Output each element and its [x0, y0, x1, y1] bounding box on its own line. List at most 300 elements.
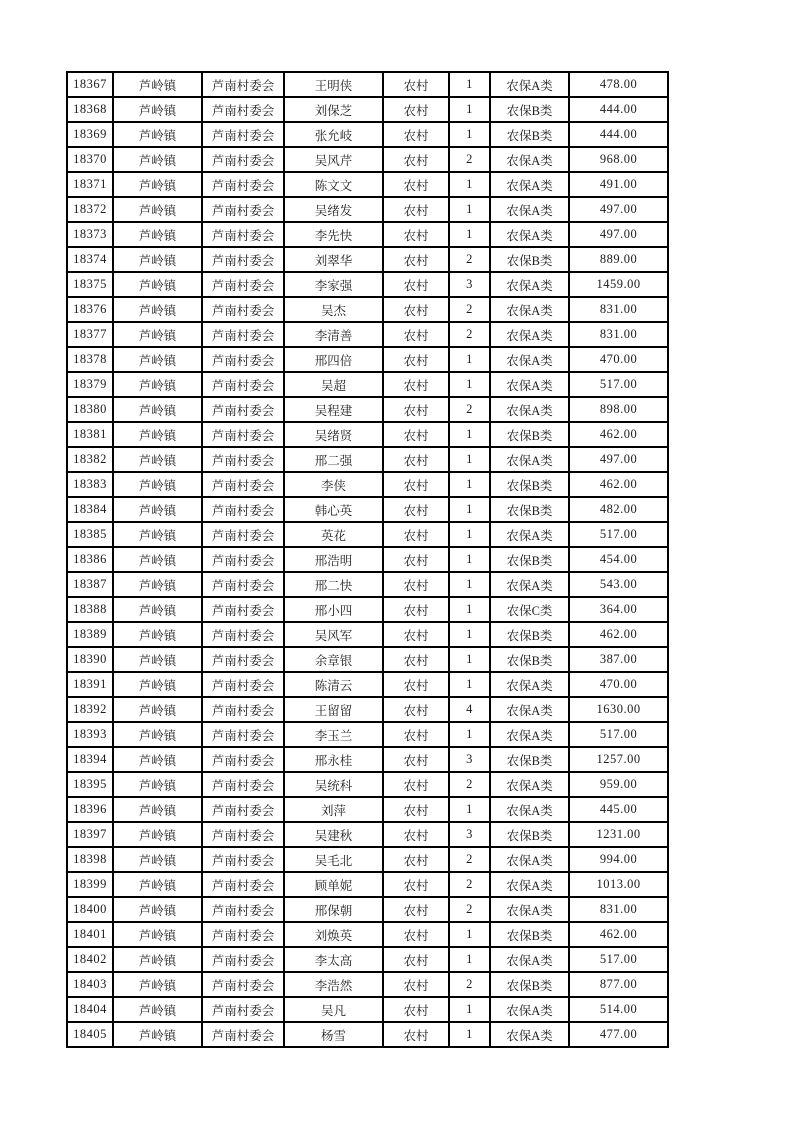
cell-person-count: 2	[449, 147, 490, 172]
table-body	[67, 72, 668, 1047]
cell-amount: 497.00	[569, 447, 668, 472]
cell-insurance-category: 农保A类	[490, 72, 569, 97]
table-row	[67, 397, 668, 422]
cell-serial-number: 18371	[67, 172, 113, 197]
table-row	[67, 372, 668, 397]
table-row	[67, 922, 668, 947]
cell-town: 芦岭镇	[113, 922, 202, 947]
cell-residence-type: 农村	[383, 122, 449, 147]
cell-insurance-category: 农保A类	[490, 222, 569, 247]
cell-town: 芦岭镇	[113, 422, 202, 447]
cell-person-name: 余章银	[284, 647, 383, 672]
cell-village-committee: 芦南村委会	[202, 522, 284, 547]
cell-serial-number: 18399	[67, 872, 113, 897]
cell-person-count: 2	[449, 972, 490, 997]
cell-serial-number: 18378	[67, 347, 113, 372]
cell-residence-type: 农村	[383, 822, 449, 847]
cell-person-count: 1	[449, 197, 490, 222]
table-row	[67, 622, 668, 647]
cell-amount: 462.00	[569, 472, 668, 497]
cell-residence-type: 农村	[383, 347, 449, 372]
cell-person-name: 吴绪贤	[284, 422, 383, 447]
cell-residence-type: 农村	[383, 172, 449, 197]
cell-town: 芦岭镇	[113, 497, 202, 522]
cell-person-count: 4	[449, 697, 490, 722]
cell-town: 芦岭镇	[113, 372, 202, 397]
cell-serial-number: 18401	[67, 922, 113, 947]
cell-village-committee: 芦南村委会	[202, 872, 284, 897]
cell-amount: 514.00	[569, 997, 668, 1022]
cell-residence-type: 农村	[383, 297, 449, 322]
cell-person-count: 1	[449, 122, 490, 147]
cell-person-count: 2	[449, 397, 490, 422]
cell-serial-number: 18398	[67, 847, 113, 872]
cell-person-name: 陈文文	[284, 172, 383, 197]
cell-person-name: 王明侠	[284, 72, 383, 97]
table-row	[67, 72, 668, 97]
table-row	[67, 722, 668, 747]
cell-village-committee: 芦南村委会	[202, 97, 284, 122]
cell-town: 芦岭镇	[113, 197, 202, 222]
cell-serial-number: 18395	[67, 772, 113, 797]
table-row	[67, 97, 668, 122]
cell-person-count: 1	[449, 522, 490, 547]
cell-insurance-category: 农保B类	[490, 472, 569, 497]
cell-serial-number: 18367	[67, 72, 113, 97]
cell-serial-number: 18383	[67, 472, 113, 497]
cell-town: 芦岭镇	[113, 972, 202, 997]
cell-serial-number: 18394	[67, 747, 113, 772]
table-row	[67, 322, 668, 347]
cell-village-committee: 芦南村委会	[202, 997, 284, 1022]
cell-amount: 959.00	[569, 772, 668, 797]
cell-town: 芦岭镇	[113, 997, 202, 1022]
cell-residence-type: 农村	[383, 797, 449, 822]
cell-amount: 1231.00	[569, 822, 668, 847]
cell-insurance-category: 农保A类	[490, 347, 569, 372]
cell-village-committee: 芦南村委会	[202, 372, 284, 397]
table-row	[67, 797, 668, 822]
cell-serial-number: 18400	[67, 897, 113, 922]
cell-residence-type: 农村	[383, 472, 449, 497]
cell-village-committee: 芦南村委会	[202, 572, 284, 597]
cell-person-count: 3	[449, 747, 490, 772]
cell-serial-number: 18388	[67, 597, 113, 622]
cell-amount: 445.00	[569, 797, 668, 822]
cell-person-count: 1	[449, 597, 490, 622]
table-row	[67, 697, 668, 722]
cell-residence-type: 农村	[383, 372, 449, 397]
cell-town: 芦岭镇	[113, 947, 202, 972]
cell-insurance-category: 农保B类	[490, 497, 569, 522]
cell-insurance-category: 农保A类	[490, 797, 569, 822]
table-row	[67, 822, 668, 847]
cell-town: 芦岭镇	[113, 822, 202, 847]
cell-village-committee: 芦南村委会	[202, 222, 284, 247]
cell-town: 芦岭镇	[113, 697, 202, 722]
cell-person-count: 1	[449, 172, 490, 197]
cell-person-name: 韩心英	[284, 497, 383, 522]
cell-insurance-category: 农保A类	[490, 172, 569, 197]
cell-amount: 1013.00	[569, 872, 668, 897]
cell-village-committee: 芦南村委会	[202, 622, 284, 647]
cell-town: 芦岭镇	[113, 72, 202, 97]
cell-person-name: 李玉兰	[284, 722, 383, 747]
cell-amount: 1257.00	[569, 747, 668, 772]
cell-person-count: 1	[449, 922, 490, 947]
cell-town: 芦岭镇	[113, 147, 202, 172]
cell-serial-number: 18403	[67, 972, 113, 997]
table-row	[67, 522, 668, 547]
cell-village-committee: 芦南村委会	[202, 922, 284, 947]
cell-insurance-category: 农保B类	[490, 247, 569, 272]
cell-person-count: 2	[449, 847, 490, 872]
cell-insurance-category: 农保B类	[490, 622, 569, 647]
cell-person-name: 顾单妮	[284, 872, 383, 897]
cell-amount: 444.00	[569, 122, 668, 147]
cell-insurance-category: 农保B类	[490, 547, 569, 572]
table-row	[67, 172, 668, 197]
cell-person-count: 2	[449, 247, 490, 272]
cell-serial-number: 18391	[67, 672, 113, 697]
cell-serial-number: 18374	[67, 247, 113, 272]
cell-serial-number: 18390	[67, 647, 113, 672]
cell-serial-number: 18377	[67, 322, 113, 347]
cell-person-count: 3	[449, 272, 490, 297]
table-row	[67, 997, 668, 1022]
cell-amount: 517.00	[569, 372, 668, 397]
cell-person-count: 1	[449, 347, 490, 372]
cell-town: 芦岭镇	[113, 772, 202, 797]
table-row	[67, 122, 668, 147]
cell-insurance-category: 农保A类	[490, 697, 569, 722]
cell-village-committee: 芦南村委会	[202, 847, 284, 872]
cell-residence-type: 农村	[383, 1022, 449, 1047]
table-row	[67, 422, 668, 447]
cell-person-name: 王留留	[284, 697, 383, 722]
cell-amount: 497.00	[569, 197, 668, 222]
table-row	[67, 547, 668, 572]
cell-village-committee: 芦南村委会	[202, 747, 284, 772]
cell-person-name: 邢永桂	[284, 747, 383, 772]
cell-village-committee: 芦南村委会	[202, 397, 284, 422]
cell-amount: 470.00	[569, 672, 668, 697]
cell-insurance-category: 农保A类	[490, 322, 569, 347]
cell-serial-number: 18404	[67, 997, 113, 1022]
cell-insurance-category: 农保B类	[490, 922, 569, 947]
cell-person-name: 邢小四	[284, 597, 383, 622]
cell-serial-number: 18397	[67, 822, 113, 847]
cell-person-count: 2	[449, 897, 490, 922]
cell-person-name: 吴建秋	[284, 822, 383, 847]
cell-village-committee: 芦南村委会	[202, 822, 284, 847]
cell-village-committee: 芦南村委会	[202, 722, 284, 747]
cell-residence-type: 农村	[383, 672, 449, 697]
cell-village-committee: 芦南村委会	[202, 272, 284, 297]
cell-serial-number: 18370	[67, 147, 113, 172]
cell-residence-type: 农村	[383, 447, 449, 472]
table-row	[67, 647, 668, 672]
cell-person-name: 杨雪	[284, 1022, 383, 1047]
table-row	[67, 597, 668, 622]
cell-village-committee: 芦南村委会	[202, 972, 284, 997]
cell-town: 芦岭镇	[113, 597, 202, 622]
cell-serial-number: 18389	[67, 622, 113, 647]
cell-serial-number: 18392	[67, 697, 113, 722]
cell-insurance-category: 农保A类	[490, 272, 569, 297]
cell-person-name: 吴程建	[284, 397, 383, 422]
cell-person-name: 吴风军	[284, 622, 383, 647]
cell-person-count: 1	[449, 797, 490, 822]
cell-amount: 994.00	[569, 847, 668, 872]
cell-person-count: 1	[449, 997, 490, 1022]
cell-residence-type: 农村	[383, 872, 449, 897]
cell-insurance-category: 农保A类	[490, 522, 569, 547]
cell-amount: 364.00	[569, 597, 668, 622]
cell-village-committee: 芦南村委会	[202, 447, 284, 472]
cell-residence-type: 农村	[383, 972, 449, 997]
cell-village-committee: 芦南村委会	[202, 647, 284, 672]
cell-insurance-category: 农保B类	[490, 822, 569, 847]
cell-residence-type: 农村	[383, 772, 449, 797]
cell-person-name: 邢保朝	[284, 897, 383, 922]
cell-person-count: 1	[449, 447, 490, 472]
cell-serial-number: 18405	[67, 1022, 113, 1047]
cell-person-count: 1	[449, 497, 490, 522]
cell-amount: 387.00	[569, 647, 668, 672]
cell-person-count: 1	[449, 547, 490, 572]
cell-village-committee: 芦南村委会	[202, 122, 284, 147]
cell-town: 芦岭镇	[113, 322, 202, 347]
table-row	[67, 847, 668, 872]
cell-person-name: 李侠	[284, 472, 383, 497]
cell-residence-type: 农村	[383, 322, 449, 347]
cell-person-count: 2	[449, 297, 490, 322]
cell-person-name: 邢浩明	[284, 547, 383, 572]
cell-amount: 444.00	[569, 97, 668, 122]
cell-residence-type: 农村	[383, 497, 449, 522]
cell-amount: 454.00	[569, 547, 668, 572]
cell-insurance-category: 农保A类	[490, 372, 569, 397]
cell-person-count: 3	[449, 822, 490, 847]
cell-serial-number: 18369	[67, 122, 113, 147]
cell-residence-type: 农村	[383, 247, 449, 272]
table-row	[67, 497, 668, 522]
cell-amount: 462.00	[569, 622, 668, 647]
cell-residence-type: 农村	[383, 597, 449, 622]
cell-amount: 478.00	[569, 72, 668, 97]
cell-person-name: 吴绪发	[284, 197, 383, 222]
cell-amount: 831.00	[569, 322, 668, 347]
cell-town: 芦岭镇	[113, 797, 202, 822]
cell-person-count: 1	[449, 472, 490, 497]
cell-town: 芦岭镇	[113, 272, 202, 297]
cell-residence-type: 农村	[383, 272, 449, 297]
cell-person-name: 李家强	[284, 272, 383, 297]
cell-person-name: 刘翠华	[284, 247, 383, 272]
table-row	[67, 347, 668, 372]
cell-amount: 462.00	[569, 422, 668, 447]
cell-town: 芦岭镇	[113, 472, 202, 497]
cell-serial-number: 18384	[67, 497, 113, 522]
cell-person-name: 邢四倍	[284, 347, 383, 372]
cell-residence-type: 农村	[383, 997, 449, 1022]
cell-person-count: 1	[449, 722, 490, 747]
cell-village-committee: 芦南村委会	[202, 147, 284, 172]
table-row	[67, 772, 668, 797]
cell-residence-type: 农村	[383, 947, 449, 972]
cell-amount: 968.00	[569, 147, 668, 172]
cell-amount: 517.00	[569, 522, 668, 547]
cell-village-committee: 芦南村委会	[202, 172, 284, 197]
cell-town: 芦岭镇	[113, 547, 202, 572]
cell-amount: 831.00	[569, 897, 668, 922]
cell-residence-type: 农村	[383, 622, 449, 647]
cell-town: 芦岭镇	[113, 522, 202, 547]
cell-serial-number: 18380	[67, 397, 113, 422]
cell-serial-number: 18379	[67, 372, 113, 397]
cell-insurance-category: 农保B类	[490, 422, 569, 447]
table-row	[67, 447, 668, 472]
cell-person-count: 1	[449, 947, 490, 972]
cell-insurance-category: 农保B类	[490, 747, 569, 772]
cell-person-name: 刘萍	[284, 797, 383, 822]
cell-village-committee: 芦南村委会	[202, 672, 284, 697]
cell-serial-number: 18373	[67, 222, 113, 247]
cell-town: 芦岭镇	[113, 647, 202, 672]
cell-amount: 462.00	[569, 922, 668, 947]
cell-residence-type: 农村	[383, 897, 449, 922]
cell-person-count: 1	[449, 622, 490, 647]
table-row	[67, 972, 668, 997]
cell-insurance-category: 农保C类	[490, 597, 569, 622]
cell-village-committee: 芦南村委会	[202, 497, 284, 522]
cell-residence-type: 农村	[383, 922, 449, 947]
cell-insurance-category: 农保A类	[490, 197, 569, 222]
cell-village-committee: 芦南村委会	[202, 797, 284, 822]
table-row	[67, 247, 668, 272]
cell-person-count: 1	[449, 647, 490, 672]
cell-amount: 877.00	[569, 972, 668, 997]
cell-residence-type: 农村	[383, 397, 449, 422]
cell-village-committee: 芦南村委会	[202, 547, 284, 572]
cell-insurance-category: 农保A类	[490, 772, 569, 797]
cell-person-name: 李浩然	[284, 972, 383, 997]
cell-serial-number: 18393	[67, 722, 113, 747]
cell-village-committee: 芦南村委会	[202, 72, 284, 97]
beneficiary-table	[66, 71, 669, 1048]
cell-residence-type: 农村	[383, 422, 449, 447]
cell-person-count: 2	[449, 872, 490, 897]
cell-person-count: 1	[449, 672, 490, 697]
cell-insurance-category: 农保A类	[490, 572, 569, 597]
cell-person-count: 1	[449, 1022, 490, 1047]
table-row	[67, 222, 668, 247]
cell-amount: 517.00	[569, 947, 668, 972]
cell-village-committee: 芦南村委会	[202, 422, 284, 447]
cell-town: 芦岭镇	[113, 747, 202, 772]
cell-residence-type: 农村	[383, 647, 449, 672]
cell-person-name: 吴凡	[284, 997, 383, 1022]
cell-residence-type: 农村	[383, 197, 449, 222]
cell-residence-type: 农村	[383, 697, 449, 722]
table-row	[67, 472, 668, 497]
cell-person-count: 1	[449, 72, 490, 97]
table-row	[67, 947, 668, 972]
cell-serial-number: 18372	[67, 197, 113, 222]
cell-village-committee: 芦南村委会	[202, 597, 284, 622]
cell-insurance-category: 农保B类	[490, 122, 569, 147]
cell-person-name: 吴毛北	[284, 847, 383, 872]
table-row	[67, 897, 668, 922]
cell-insurance-category: 农保A类	[490, 872, 569, 897]
table-row	[67, 672, 668, 697]
cell-town: 芦岭镇	[113, 172, 202, 197]
cell-serial-number: 18368	[67, 97, 113, 122]
cell-person-name: 吴统科	[284, 772, 383, 797]
cell-town: 芦岭镇	[113, 722, 202, 747]
cell-person-name: 陈清云	[284, 672, 383, 697]
cell-town: 芦岭镇	[113, 572, 202, 597]
cell-residence-type: 农村	[383, 547, 449, 572]
cell-person-name: 刘保芝	[284, 97, 383, 122]
table-row	[67, 747, 668, 772]
cell-residence-type: 农村	[383, 147, 449, 172]
cell-residence-type: 农村	[383, 522, 449, 547]
cell-town: 芦岭镇	[113, 872, 202, 897]
cell-person-name: 邢二强	[284, 447, 383, 472]
cell-person-name: 李太高	[284, 947, 383, 972]
cell-serial-number: 18402	[67, 947, 113, 972]
cell-residence-type: 农村	[383, 722, 449, 747]
cell-town: 芦岭镇	[113, 222, 202, 247]
cell-insurance-category: 农保A类	[490, 147, 569, 172]
cell-village-committee: 芦南村委会	[202, 897, 284, 922]
cell-village-committee: 芦南村委会	[202, 947, 284, 972]
cell-serial-number: 18382	[67, 447, 113, 472]
cell-village-committee: 芦南村委会	[202, 297, 284, 322]
table-row	[67, 272, 668, 297]
cell-town: 芦岭镇	[113, 347, 202, 372]
table-row	[67, 1022, 668, 1047]
cell-serial-number: 18385	[67, 522, 113, 547]
cell-insurance-category: 农保B类	[490, 97, 569, 122]
cell-person-count: 1	[449, 97, 490, 122]
cell-serial-number: 18381	[67, 422, 113, 447]
cell-insurance-category: 农保A类	[490, 297, 569, 322]
cell-serial-number: 18375	[67, 272, 113, 297]
cell-village-committee: 芦南村委会	[202, 197, 284, 222]
cell-village-committee: 芦南村委会	[202, 347, 284, 372]
cell-amount: 1630.00	[569, 697, 668, 722]
cell-village-committee: 芦南村委会	[202, 322, 284, 347]
cell-person-count: 1	[449, 372, 490, 397]
cell-person-name: 吴超	[284, 372, 383, 397]
cell-person-name: 吴杰	[284, 297, 383, 322]
cell-village-committee: 芦南村委会	[202, 1022, 284, 1047]
cell-town: 芦岭镇	[113, 97, 202, 122]
cell-insurance-category: 农保B类	[490, 647, 569, 672]
cell-insurance-category: 农保A类	[490, 1022, 569, 1047]
cell-town: 芦岭镇	[113, 672, 202, 697]
cell-insurance-category: 农保A类	[490, 447, 569, 472]
cell-residence-type: 农村	[383, 97, 449, 122]
table-row	[67, 147, 668, 172]
cell-insurance-category: 农保A类	[490, 847, 569, 872]
cell-amount: 889.00	[569, 247, 668, 272]
cell-insurance-category: 农保A类	[490, 672, 569, 697]
cell-town: 芦岭镇	[113, 847, 202, 872]
